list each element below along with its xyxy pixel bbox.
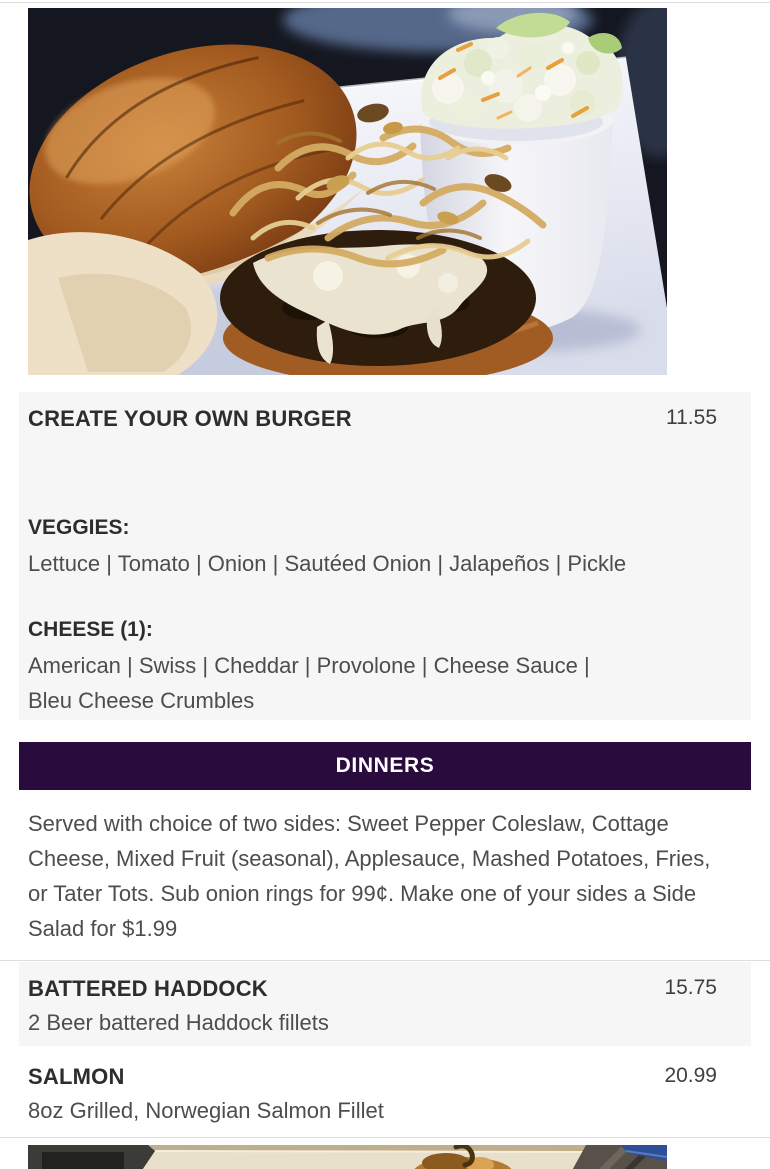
top-divider [0, 2, 770, 3]
cheese-options-line-1: American | Swiss | Cheddar | Provolone | Cheese Sauce | [28, 653, 590, 678]
next-menu-item-photo [28, 1145, 667, 1169]
dinners-description-text: Served with choice of two sides: Sweet Pepper Coleslaw, Cottage Cheese, Mixed Fruit (seasonal), Applesauce, Mashed Potatoes, Fries, or Tater Tots. Sub onion rings for 99¢. Make one of your sides a Side Salad for $1.99 [28, 811, 711, 941]
item-price: 20.99 [664, 1064, 717, 1087]
menu-item-salmon[interactable] [19, 1047, 751, 1136]
item-name: CREATE YOUR OWN BURGER [28, 406, 352, 431]
veggies-options: Lettuce | Tomato | Onion | Sautéed Onion | Jalapeños | Pickle [28, 551, 627, 576]
section-header-label: DINNERS [335, 754, 435, 777]
bottom-divider [0, 1137, 770, 1138]
item-description: 2 Beer battered Haddock fillets [28, 1010, 329, 1035]
item-header [28, 406, 717, 432]
menu-item-photo [28, 8, 667, 375]
menu-item-create-your-own-burger[interactable] [19, 392, 751, 720]
burger-coleslaw-photo [28, 8, 667, 375]
item-price: 11.55 [666, 406, 717, 429]
item-name: SALMON [28, 1064, 125, 1089]
item-header [28, 1064, 717, 1090]
veggies-heading: VEGGIES: [28, 516, 130, 539]
item-description: 8oz Grilled, Norwegian Salmon Fillet [28, 1098, 384, 1123]
item-price: 15.75 [664, 976, 717, 999]
section-header-dinners [19, 742, 751, 790]
item-header [28, 976, 717, 1002]
dinners-description-block [0, 790, 770, 961]
cheese-options-line-2: Bleu Cheese Crumbles [28, 688, 255, 713]
item-name: BATTERED HADDOCK [28, 976, 268, 1001]
item-description-spacer [28, 432, 717, 516]
cheese-heading: CHEESE (1): [28, 618, 153, 641]
kitchen-food-photo [28, 1145, 667, 1169]
menu-item-battered-haddock[interactable] [19, 962, 751, 1046]
